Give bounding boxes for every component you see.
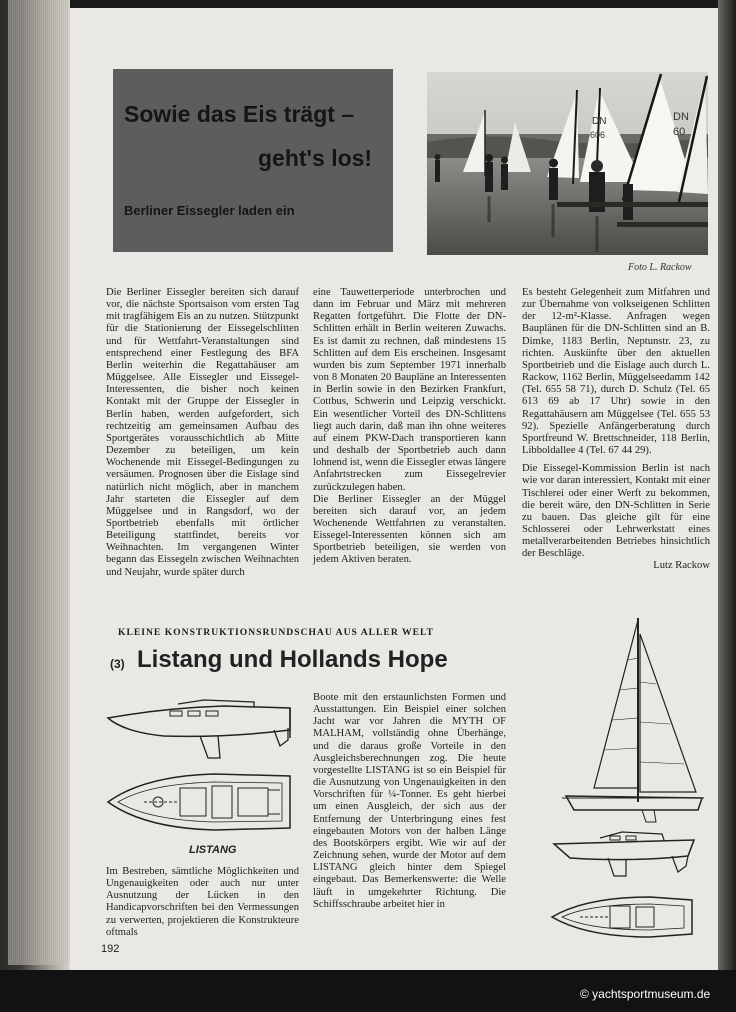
sail-mark: DN (673, 111, 689, 123)
article-paragraph: eine Tauwetterperiode unterbrochen und dann im Februar und März mit mehreren Regatten fortgeführt. Die Flotte der DN-Schlitten erhält in Berlin weiteren Zuwachs. Es ist damit zu rechnen, daß mindestens 15 Schlitten auf dem Eis erscheinen. Insgesamt wurden bis zum September 1971 innerhalb von 8 Monaten 20 Baupläne an Interessenten in Berlin sowie in den Bezirken Frankfurt, Cottbus, Schwerin und Leipzig verschickt. Ein wesentlicher Vorteil des DN-Schlittens liegt auch darin, daß man ihn ohne weiteres auf einem PKW-Dach transportieren kann und deshalb der Sportbetrieb auch dann lohnend ist, wenn die Eissegler etwas längere Anfahrtstrecken zum Eissegelrevier zurückzulegen haben. (313, 287, 506, 493)
boat-deck-plan (104, 770, 296, 834)
article-paragraph: Die Eissegel-Kommission Berlin ist nach wie vor daran interessiert, Kontakt mit einer Tischlerei oder einer Werft zu bekommen, die bereit wäre, den DN-Schlitten in Serie zu bauen. Das gleiche gilt für eine Schlosserei oder Lehrwerkstatt eines metallverarbeitenden Betriebes hinsichtlich der Beschläge. (522, 463, 710, 560)
section2-column-1 (106, 866, 299, 939)
sail-mark: DN (592, 116, 607, 127)
boat-profile-drawing (104, 694, 296, 766)
sail-plan-drawing (556, 612, 706, 824)
copyright-watermark: © yachtsportmuseum.de (580, 987, 711, 1001)
article-paragraph: Die Berliner Eissegler an der Müggel bereiten sich darauf vor, an jedem Wochenende Wettfahrten zu veranstalten. Eissegel-Interessenten können sich am Sportbetrieb beteiligen, sie werden von jedem Aktiven beraten. (313, 493, 506, 566)
article-title-line-2: geht's los! (258, 145, 373, 171)
photo-credit: Foto L. Rackow (628, 262, 692, 273)
article-column-2 (313, 287, 506, 567)
article-column-3 (522, 287, 710, 573)
sail-mark: 60 (673, 126, 686, 138)
hollands-hope-profile (552, 826, 698, 880)
article-column-1 (106, 287, 299, 579)
author-signature: Lutz Rackow (653, 560, 710, 572)
page-gutter (718, 0, 736, 975)
article-paragraph: Im Bestreben, sämtliche Möglichkeiten und Ungenauigkeiten oder auch nur unter Ausnutzung der Lücken in den Handicapvorschriften bei den Vermessungen zu verwerten, projektieren die Konstrukteure oftmals (106, 866, 299, 938)
section-kicker: KLEINE KONSTRUKTIONSRUNDSCHAU AUS ALLER WELT (118, 627, 434, 638)
section-number: (3) (110, 657, 125, 671)
page-number: 192 (101, 943, 120, 955)
article-paragraph: Boote mit den erstaunlichsten Formen und Ausstattungen. Ein Beispiel einer solchen Jacht war vor Jahren die MYTH OF MALHAM, vollständig ohne Überhänge, und die daraus große Vorteile in den Ausgleichsberechnungen zog. Die heute vorgestellte LISTANG ist so ein Beispiel für die Ausnutzung von Ungenauigkeiten in den Vorschriften für ¼-Tonner. Es geht hierbei um einen Ausgleich, der sich aus der Entfernung der Unterbringung eines fest eingebauten Motors von der halben Länge des Bootskörpers ergibt. Wie wir auf der Zeichnung sehen, wurde der Motor auf dem LISTANG gleich hinter dem Spiegel eingebaut. Das Bemerkenswerte: die Welle läuft in umgekehrter Richtung. Die Schiffsschraube arbeitet hier in (313, 692, 506, 910)
hollands-hope-deck-plan (550, 894, 696, 940)
sail-mark: 606 (590, 130, 606, 140)
section2-column-2 (313, 692, 506, 911)
article-paragraph: Die Berliner Eissegler bereiten sich darauf vor, die nächste Sportsaison vom ersten Tag mit tragfähigem Eis an zu nutzen. Stützpunkt für die Stationierung der Eissegelschlitten und für Wettfahrt-Veranstaltungen sind entsprechend einer Festlegung des BFA Berlin weiterhin die Regattahäuser am Müggelsee. Alle Eissegler und Eissegel-Interessenten, die bisher noch keinen Kontakt mit der Gruppe der Eissegler in Berlin haben, werden aufgefordert, sich rechtzeitig am gemeinsamen Aufbau des Sportgerätes vorausschichtlich ab Mitte Dezember zu beteiligen, um kein Wochenende mit Eissegel-Bedingungen zu versäumen. Prognosen über die Eislage sind natürlich nicht möglich, aber in manchem Jahr starteten die Eissegler auf dem Müggelsee und in Rangsdorf, wo der Sportbetrieb ebenfalls mit örtlicher Beteiligung stattfindet, bereits vor Weihnachten. Im vergangenen Winter begann das Eissegeln zwischen Weihnachten und Neujahr, wurde später durch (106, 287, 299, 578)
ice-yacht-photo (427, 72, 708, 255)
article-subtitle: Berliner Eissegler laden ein (124, 203, 295, 218)
section-headline: Listang und Hollands Hope (137, 646, 448, 673)
article-title-line-1: Sowie das Eis trägt – (124, 101, 355, 127)
page-edges (8, 0, 68, 965)
article-paragraph: Es besteht Gelegenheit zum Mitfahren und zur Übernahme von volkseigenen Schlitten der 12-m²-Klasse. Anfragen wegen Bauplänen für die DN-Schlitten sind an B. Dimke, 1183 Berlin, Neptunstr. 23, zu richten. Auskünfte über den aktuellen Sportbetrieb und die Eislage auch durch L. Rackow, 1162 Berlin, Müggelseedamm 142 (Tel. 655 58 71), durch D. Schulz (Tel. 65 613 69 ab 17 Uhr) sowie in den Regattahäusern am Müggelsee (Tel. 655 53 92). Spezielle Anfängerberatung durch Sportfreund W. Brettschneider, 118 Berlin, Libboldallee 4 (Tel. 67 44 29). (522, 287, 710, 457)
boat-name-label: LISTANG (189, 844, 237, 856)
